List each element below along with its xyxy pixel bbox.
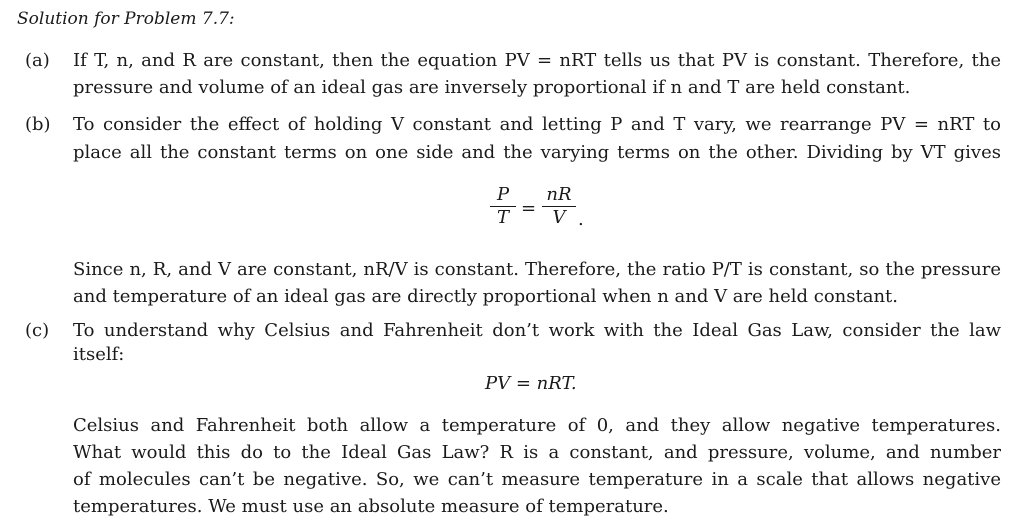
part-b-line-3: Since n, R, and V are constant, nR/V is constant. Therefore, the ratio P/T is constant, so the pressure bbox=[73, 259, 1001, 280]
part-c-line-3: Celsius and Fahrenheit both allow a temperature of 0, and they allow negative temperatures. bbox=[73, 415, 1001, 436]
part-a-label: (a) bbox=[25, 50, 50, 71]
part-c-line-4: What would this do to the Ideal Gas Law? R is a constant, and pressure, volume, and number bbox=[73, 442, 1001, 463]
part-b-line-4: and temperature of an ideal gas are directly proportional when n and V are held constant. bbox=[73, 286, 899, 307]
part-c-line-1: To understand why Celsius and Fahrenheit don’t work with the Ideal Gas Law, consider the law bbox=[73, 320, 1001, 341]
ideal-gas-equation: PV = nRT. bbox=[485, 373, 577, 394]
fraction-numerator-p: P bbox=[496, 184, 510, 205]
part-a-line-2: pressure and volume of an ideal gas are inversely proportional if n and T are held constant. bbox=[73, 77, 911, 98]
fraction-nr-over-v bbox=[542, 184, 576, 229]
part-c-line-5: of molecules can’t be negative. So, we can’t measure temperature in a scale that allows negative bbox=[73, 469, 1001, 490]
fraction-equation bbox=[490, 184, 600, 234]
part-c-label: (c) bbox=[25, 320, 50, 341]
equals-sign: = bbox=[521, 198, 537, 219]
part-b-label: (b) bbox=[25, 114, 51, 135]
fraction-denominator-v: V bbox=[552, 207, 566, 228]
fraction-p-over-t bbox=[490, 184, 516, 229]
part-b-line-2: place all the constant terms on one side and the varying terms on the other. Dividing by VT gives bbox=[73, 142, 1001, 163]
fraction-numerator-nr: nR bbox=[546, 184, 572, 205]
solution-heading: Solution for Problem 7.7: bbox=[17, 9, 235, 29]
part-c-line-2: itself: bbox=[73, 344, 125, 365]
part-c-line-6: temperatures. We must use an absolute measure of temperature. bbox=[73, 496, 669, 517]
part-a-line-1: If T, n, and R are constant, then the equation PV = nRT tells us that PV is constant. Therefore, the bbox=[73, 50, 1001, 71]
part-b-line-1: To consider the effect of holding V constant and letting P and T vary, we rearrange PV = nRT to bbox=[73, 114, 1001, 135]
equation-period: . bbox=[578, 209, 584, 230]
fraction-denominator-t: T bbox=[496, 207, 509, 228]
